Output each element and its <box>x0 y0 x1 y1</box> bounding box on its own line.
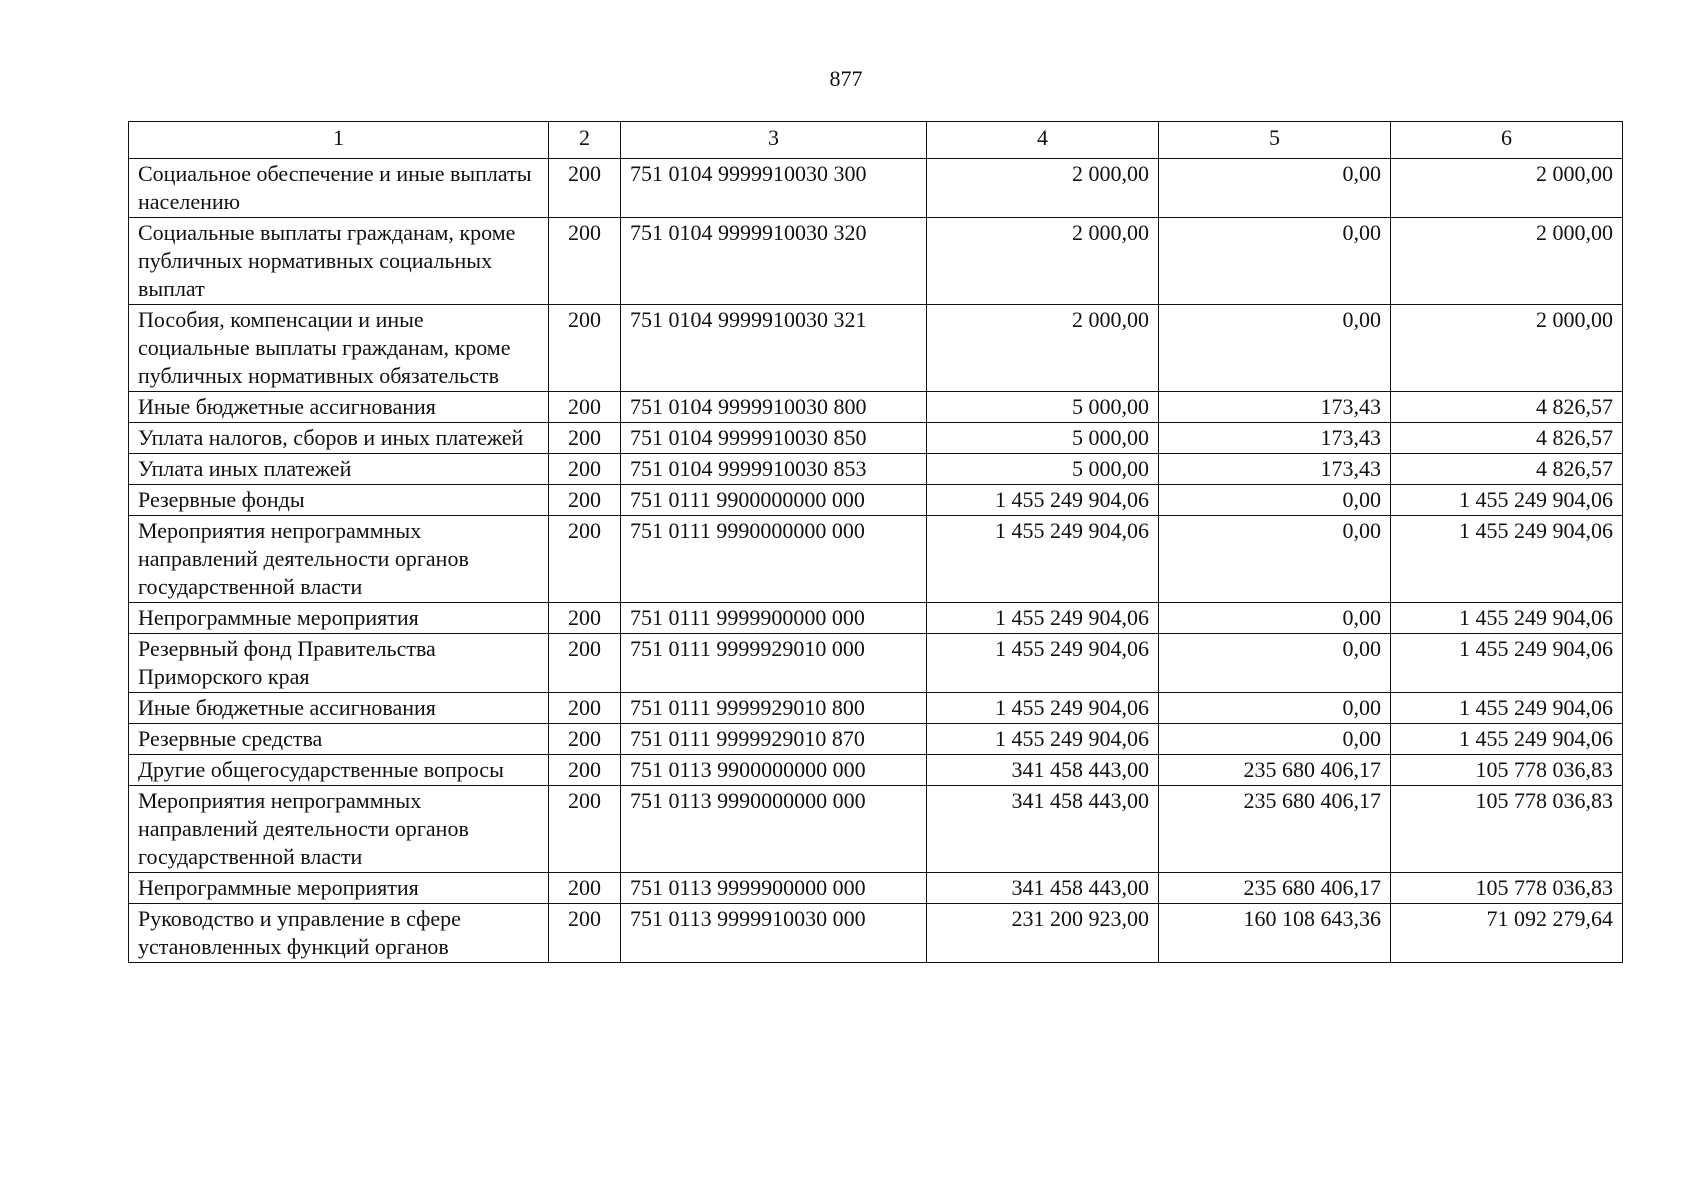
section-code-cell: 200 <box>549 904 621 963</box>
amount-col4-cell: 1 455 249 904,06 <box>927 634 1159 693</box>
column-header-3: 3 <box>621 122 927 159</box>
amount-col5-cell: 0,00 <box>1159 159 1391 218</box>
amount-col6-cell: 2 000,00 <box>1391 159 1623 218</box>
budget-code-cell: 751 0104 9999910030 800 <box>621 392 927 423</box>
budget-code-cell: 751 0104 9999910030 320 <box>621 218 927 305</box>
amount-col6-cell: 1 455 249 904,06 <box>1391 485 1623 516</box>
amount-col4-cell: 1 455 249 904,06 <box>927 516 1159 603</box>
item-name-cell: Непрограммные мероприятия <box>129 873 549 904</box>
amount-col4-cell: 341 458 443,00 <box>927 873 1159 904</box>
section-code-cell: 200 <box>549 454 621 485</box>
amount-col4-cell: 5 000,00 <box>927 392 1159 423</box>
item-name-cell: Резервные средства <box>129 724 549 755</box>
amount-col5-cell: 0,00 <box>1159 724 1391 755</box>
section-code-cell: 200 <box>549 873 621 904</box>
table-row <box>129 159 1623 218</box>
amount-col4-cell: 341 458 443,00 <box>927 786 1159 873</box>
column-header-4: 4 <box>927 122 1159 159</box>
section-code-cell: 200 <box>549 159 621 218</box>
amount-col5-cell: 0,00 <box>1159 305 1391 392</box>
item-name-cell: Иные бюджетные ассигнования <box>129 392 549 423</box>
budget-code-cell: 751 0111 9900000000 000 <box>621 485 927 516</box>
section-code-cell: 200 <box>549 516 621 603</box>
amount-col4-cell: 341 458 443,00 <box>927 755 1159 786</box>
amount-col6-cell: 2 000,00 <box>1391 305 1623 392</box>
amount-col6-cell: 1 455 249 904,06 <box>1391 693 1623 724</box>
section-code-cell: 200 <box>549 392 621 423</box>
amount-col5-cell: 0,00 <box>1159 634 1391 693</box>
item-name-cell: Социальное обеспечение и иные выплаты населению <box>129 159 549 218</box>
section-code-cell: 200 <box>549 693 621 724</box>
amount-col5-cell: 173,43 <box>1159 423 1391 454</box>
amount-col5-cell: 0,00 <box>1159 218 1391 305</box>
item-name-cell: Мероприятия непрограммных направлений деятельности органов государственной власти <box>129 786 549 873</box>
item-name-cell: Руководство и управление в сфере установленных функций органов <box>129 904 549 963</box>
amount-col5-cell: 235 680 406,17 <box>1159 873 1391 904</box>
amount-col4-cell: 5 000,00 <box>927 454 1159 485</box>
amount-col4-cell: 5 000,00 <box>927 423 1159 454</box>
amount-col5-cell: 0,00 <box>1159 516 1391 603</box>
budget-table <box>128 121 1623 963</box>
amount-col6-cell: 105 778 036,83 <box>1391 873 1623 904</box>
item-name-cell: Резервные фонды <box>129 485 549 516</box>
amount-col6-cell: 1 455 249 904,06 <box>1391 724 1623 755</box>
section-code-cell: 200 <box>549 305 621 392</box>
budget-code-cell: 751 0111 9999900000 000 <box>621 603 927 634</box>
section-code-cell: 200 <box>549 603 621 634</box>
item-name-cell: Другие общегосударственные вопросы <box>129 755 549 786</box>
budget-code-cell: 751 0111 9999929010 800 <box>621 693 927 724</box>
amount-col5-cell: 160 108 643,36 <box>1159 904 1391 963</box>
column-header-6: 6 <box>1391 122 1623 159</box>
table-row <box>129 786 1623 873</box>
amount-col5-cell: 173,43 <box>1159 454 1391 485</box>
table-row <box>129 218 1623 305</box>
item-name-cell: Непрограммные мероприятия <box>129 603 549 634</box>
item-name-cell: Уплата иных платежей <box>129 454 549 485</box>
table-row <box>129 603 1623 634</box>
table-row <box>129 873 1623 904</box>
table-row <box>129 724 1623 755</box>
table-row <box>129 454 1623 485</box>
table-row <box>129 516 1623 603</box>
amount-col4-cell: 2 000,00 <box>927 159 1159 218</box>
amount-col6-cell: 71 092 279,64 <box>1391 904 1623 963</box>
table-header-row <box>129 122 1623 159</box>
amount-col5-cell: 0,00 <box>1159 603 1391 634</box>
section-code-cell: 200 <box>549 755 621 786</box>
budget-code-cell: 751 0113 9900000000 000 <box>621 755 927 786</box>
section-code-cell: 200 <box>549 786 621 873</box>
column-header-1: 1 <box>129 122 549 159</box>
budget-code-cell: 751 0104 9999910030 853 <box>621 454 927 485</box>
budget-code-cell: 751 0111 9990000000 000 <box>621 516 927 603</box>
budget-code-cell: 751 0113 9999910030 000 <box>621 904 927 963</box>
item-name-cell: Резервный фонд Правительства Приморского края <box>129 634 549 693</box>
budget-code-cell: 751 0113 9990000000 000 <box>621 786 927 873</box>
amount-col4-cell: 2 000,00 <box>927 305 1159 392</box>
budget-code-cell: 751 0111 9999929010 870 <box>621 724 927 755</box>
amount-col6-cell: 1 455 249 904,06 <box>1391 634 1623 693</box>
column-header-2: 2 <box>549 122 621 159</box>
budget-code-cell: 751 0104 9999910030 850 <box>621 423 927 454</box>
table-row <box>129 392 1623 423</box>
table-row <box>129 305 1623 392</box>
amount-col4-cell: 1 455 249 904,06 <box>927 485 1159 516</box>
amount-col6-cell: 4 826,57 <box>1391 392 1623 423</box>
amount-col4-cell: 231 200 923,00 <box>927 904 1159 963</box>
budget-code-cell: 751 0113 9999900000 000 <box>621 873 927 904</box>
amount-col5-cell: 0,00 <box>1159 485 1391 516</box>
amount-col5-cell: 0,00 <box>1159 693 1391 724</box>
column-header-5: 5 <box>1159 122 1391 159</box>
amount-col5-cell: 173,43 <box>1159 392 1391 423</box>
item-name-cell: Уплата налогов, сборов и иных платежей <box>129 423 549 454</box>
section-code-cell: 200 <box>549 218 621 305</box>
table-body <box>129 159 1623 963</box>
item-name-cell: Иные бюджетные ассигнования <box>129 693 549 724</box>
page-number: 877 <box>829 66 863 91</box>
amount-col6-cell: 105 778 036,83 <box>1391 755 1623 786</box>
item-name-cell: Мероприятия непрограммных направлений деятельности органов государственной власти <box>129 516 549 603</box>
amount-col5-cell: 235 680 406,17 <box>1159 755 1391 786</box>
amount-col6-cell: 1 455 249 904,06 <box>1391 516 1623 603</box>
item-name-cell: Пособия, компенсации и иные социальные выплаты гражданам, кроме публичных нормативных обязательств <box>129 305 549 392</box>
table-row <box>129 755 1623 786</box>
amount-col4-cell: 2 000,00 <box>927 218 1159 305</box>
amount-col4-cell: 1 455 249 904,06 <box>927 603 1159 634</box>
budget-code-cell: 751 0111 9999929010 000 <box>621 634 927 693</box>
amount-col6-cell: 1 455 249 904,06 <box>1391 603 1623 634</box>
amount-col6-cell: 2 000,00 <box>1391 218 1623 305</box>
table-row <box>129 423 1623 454</box>
amount-col6-cell: 4 826,57 <box>1391 423 1623 454</box>
section-code-cell: 200 <box>549 724 621 755</box>
section-code-cell: 200 <box>549 423 621 454</box>
amount-col4-cell: 1 455 249 904,06 <box>927 724 1159 755</box>
table-row <box>129 634 1623 693</box>
item-name-cell: Социальные выплаты гражданам, кроме публичных нормативных социальных выплат <box>129 218 549 305</box>
table-row <box>129 693 1623 724</box>
table-row <box>129 904 1623 963</box>
budget-code-cell: 751 0104 9999910030 321 <box>621 305 927 392</box>
amount-col4-cell: 1 455 249 904,06 <box>927 693 1159 724</box>
amount-col6-cell: 105 778 036,83 <box>1391 786 1623 873</box>
section-code-cell: 200 <box>549 634 621 693</box>
table-row <box>129 485 1623 516</box>
amount-col5-cell: 235 680 406,17 <box>1159 786 1391 873</box>
budget-code-cell: 751 0104 9999910030 300 <box>621 159 927 218</box>
amount-col6-cell: 4 826,57 <box>1391 454 1623 485</box>
section-code-cell: 200 <box>549 485 621 516</box>
